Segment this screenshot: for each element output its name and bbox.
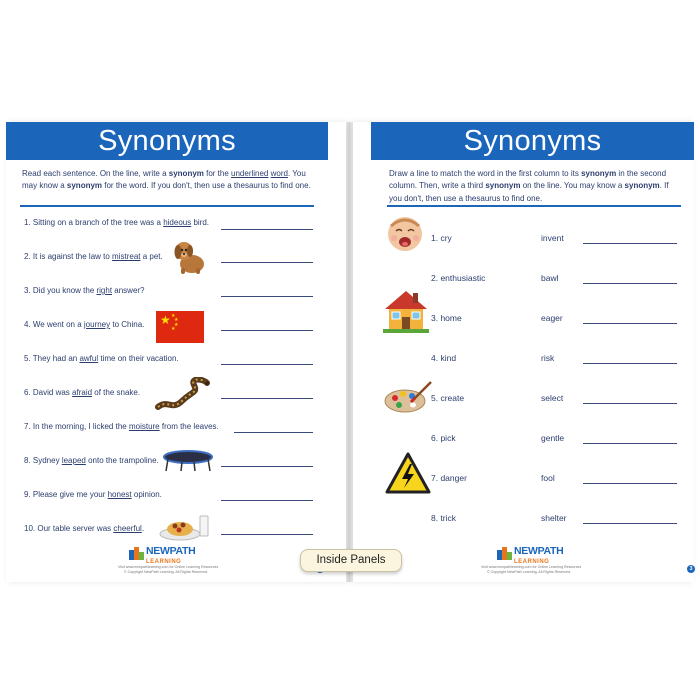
footer-fine-print: Visit www.newpathlearning.com for Online Learning Resources bbox=[118, 565, 219, 569]
sentence-text: to China. bbox=[110, 320, 145, 329]
sentence-text: 4. We went on a bbox=[24, 320, 84, 329]
inside-panels-caption: Inside Panels bbox=[300, 549, 402, 572]
match-word[interactable]: risk bbox=[541, 353, 555, 363]
answer-line-2[interactable] bbox=[221, 262, 313, 263]
sentence-text: 3. Did you know the bbox=[24, 286, 97, 295]
instr-text: for the bbox=[203, 169, 232, 178]
sentence-7 bbox=[24, 422, 219, 431]
underlined-word: moisture bbox=[128, 422, 160, 431]
instr-text: . If you don't, then use a thesaurus to find one. bbox=[389, 181, 669, 203]
svg-text:★: ★ bbox=[174, 317, 179, 323]
right-instructions bbox=[389, 168, 679, 205]
sentence-text: time on their vacation. bbox=[98, 354, 179, 363]
snake-picture bbox=[154, 377, 210, 413]
answer-line[interactable] bbox=[583, 403, 677, 404]
sentence-8 bbox=[24, 456, 159, 465]
puppy-picture bbox=[170, 236, 210, 276]
footer-fine-print: Visit www.newpathlearning.com for Online Learning Resources bbox=[481, 565, 582, 569]
sentence-6 bbox=[24, 388, 140, 397]
instr-text: Read each sentence. On the line, write a bbox=[22, 169, 169, 178]
answer-line[interactable] bbox=[583, 243, 677, 244]
right-divider bbox=[387, 205, 681, 207]
left-title-banner: Synonyms bbox=[6, 122, 328, 160]
page-number-right: 3 bbox=[687, 565, 695, 573]
answer-line-1[interactable] bbox=[221, 229, 313, 230]
match-word[interactable]: fool bbox=[541, 473, 555, 483]
svg-text:★: ★ bbox=[171, 326, 176, 332]
underlined-word: honest bbox=[107, 490, 132, 499]
sentence-text: onto the trampoline. bbox=[85, 456, 159, 465]
sentence-text: a pet. bbox=[140, 252, 163, 261]
sentence-text: 1. Sitting on a branch of the tree was a bbox=[24, 218, 164, 227]
instr-bold: synonym bbox=[168, 169, 204, 178]
instr-text: Draw a line to match the word in the first column to its bbox=[389, 169, 582, 178]
logo-sub: LEARNING bbox=[514, 559, 550, 565]
sentence-9 bbox=[24, 490, 162, 499]
footer-copyright: © Copyright NewPath Learning. All Rights Reserved. bbox=[487, 570, 571, 574]
underlined-word: mistreat bbox=[112, 252, 141, 261]
spaghetti-picture bbox=[156, 512, 212, 542]
match-word[interactable]: eager bbox=[541, 313, 563, 323]
sentence-text: from the leaves. bbox=[159, 422, 219, 431]
instr-bold: synonym bbox=[66, 181, 103, 191]
match-word[interactable]: gentle bbox=[541, 433, 565, 443]
underlined-word: hideous bbox=[163, 218, 192, 227]
instr-text: in the second column. Then, write a third bbox=[389, 169, 667, 191]
trampoline-picture bbox=[162, 449, 214, 473]
match-word[interactable]: invent bbox=[541, 233, 564, 243]
answer-line-5[interactable] bbox=[221, 364, 313, 365]
underlined-word: cheerful bbox=[113, 524, 142, 533]
crying-baby-picture bbox=[385, 214, 425, 254]
word-item: 3. home bbox=[431, 313, 462, 323]
paint-palette-picture bbox=[383, 380, 433, 414]
instr-bold: synonym bbox=[624, 181, 660, 191]
underlined-word: journey bbox=[83, 320, 111, 329]
instr-underlined: underlined bbox=[231, 169, 269, 178]
word-item: 1. cry bbox=[431, 233, 452, 243]
sentence-text: 8. Sydney bbox=[24, 456, 62, 465]
sentence-text: opinion. bbox=[131, 490, 162, 499]
underlined-word: leaped bbox=[61, 456, 86, 465]
sentence-text: answer? bbox=[112, 286, 145, 295]
answer-line-8[interactable] bbox=[221, 466, 313, 467]
underlined-word: awful bbox=[79, 354, 99, 363]
left-instructions bbox=[22, 168, 314, 193]
logo-sub: LEARNING bbox=[146, 559, 182, 565]
sentence-2 bbox=[24, 252, 163, 261]
footer-copyright: © Copyright NewPath Learning. All Rights Reserved. bbox=[124, 570, 208, 574]
sentence-text: 6. David was bbox=[24, 388, 73, 397]
instr-underlined: word bbox=[270, 169, 288, 178]
sentence-text: 5. They had an bbox=[24, 354, 80, 363]
word-item: 7. danger bbox=[431, 473, 467, 483]
instr-bold: synonym bbox=[485, 181, 521, 191]
sentence-text: of the snake. bbox=[92, 388, 141, 397]
instr-text: for the word. If you don't, then use a thesaurus to find one. bbox=[102, 181, 311, 191]
answer-line-6[interactable] bbox=[221, 398, 313, 399]
answer-line[interactable] bbox=[583, 283, 677, 284]
answer-line-7[interactable] bbox=[234, 432, 313, 433]
logo-name: NEWPATH bbox=[514, 545, 564, 557]
sentence-text: 10. Our table server was bbox=[24, 524, 114, 533]
answer-line[interactable] bbox=[583, 443, 677, 444]
underlined-word: afraid bbox=[72, 388, 93, 397]
china-flag-picture bbox=[156, 311, 204, 343]
word-item: 6. pick bbox=[431, 433, 456, 443]
sentence-1 bbox=[24, 218, 209, 227]
answer-line[interactable] bbox=[583, 483, 677, 484]
match-word[interactable]: select bbox=[541, 393, 564, 403]
right-title-banner: Synonyms bbox=[371, 122, 694, 160]
instr-text: . You may know a bbox=[22, 169, 306, 191]
svg-text:★: ★ bbox=[174, 322, 179, 328]
sentence-text: . bbox=[141, 524, 145, 533]
sentence-10 bbox=[24, 524, 144, 533]
word-item: 8. trick bbox=[431, 513, 457, 523]
answer-line[interactable] bbox=[583, 523, 677, 524]
svg-text:★: ★ bbox=[160, 313, 171, 327]
left-divider bbox=[20, 205, 314, 207]
answer-line[interactable] bbox=[583, 363, 677, 364]
sentence-3 bbox=[24, 286, 145, 295]
answer-line-9[interactable] bbox=[221, 500, 313, 501]
sentence-text: 7. In the morning, I licked the bbox=[24, 422, 129, 431]
logo-name: NEWPATH bbox=[146, 545, 196, 557]
sentence-text: 9. Please give me your bbox=[24, 490, 108, 499]
word-item: 5. create bbox=[431, 393, 465, 403]
svg-text:★: ★ bbox=[171, 313, 176, 319]
logo-icon bbox=[497, 546, 513, 562]
danger-sign-picture bbox=[385, 452, 431, 494]
answer-line-4[interactable] bbox=[221, 330, 313, 331]
answer-line[interactable] bbox=[583, 323, 677, 324]
match-word[interactable]: bawl bbox=[541, 273, 559, 283]
answer-line-3[interactable] bbox=[221, 296, 313, 297]
right-worksheet-page bbox=[353, 122, 694, 582]
sentence-text: bird. bbox=[191, 218, 210, 227]
match-word[interactable]: shelter bbox=[541, 513, 567, 523]
underlined-word: right bbox=[96, 286, 113, 295]
left-worksheet-page bbox=[6, 122, 346, 582]
answer-line-10[interactable] bbox=[221, 534, 313, 535]
logo-icon bbox=[129, 546, 145, 562]
sentence-5 bbox=[24, 354, 179, 363]
instr-bold: synonym bbox=[581, 169, 617, 178]
sentence-text: 2. It is against the law to bbox=[24, 252, 113, 261]
instr-text: on the line. You may know a bbox=[520, 181, 625, 191]
word-item: 4. kind bbox=[431, 353, 457, 363]
house-picture bbox=[383, 287, 429, 333]
word-item: 2. enthusiastic bbox=[431, 273, 486, 283]
sentence-4 bbox=[24, 320, 144, 329]
